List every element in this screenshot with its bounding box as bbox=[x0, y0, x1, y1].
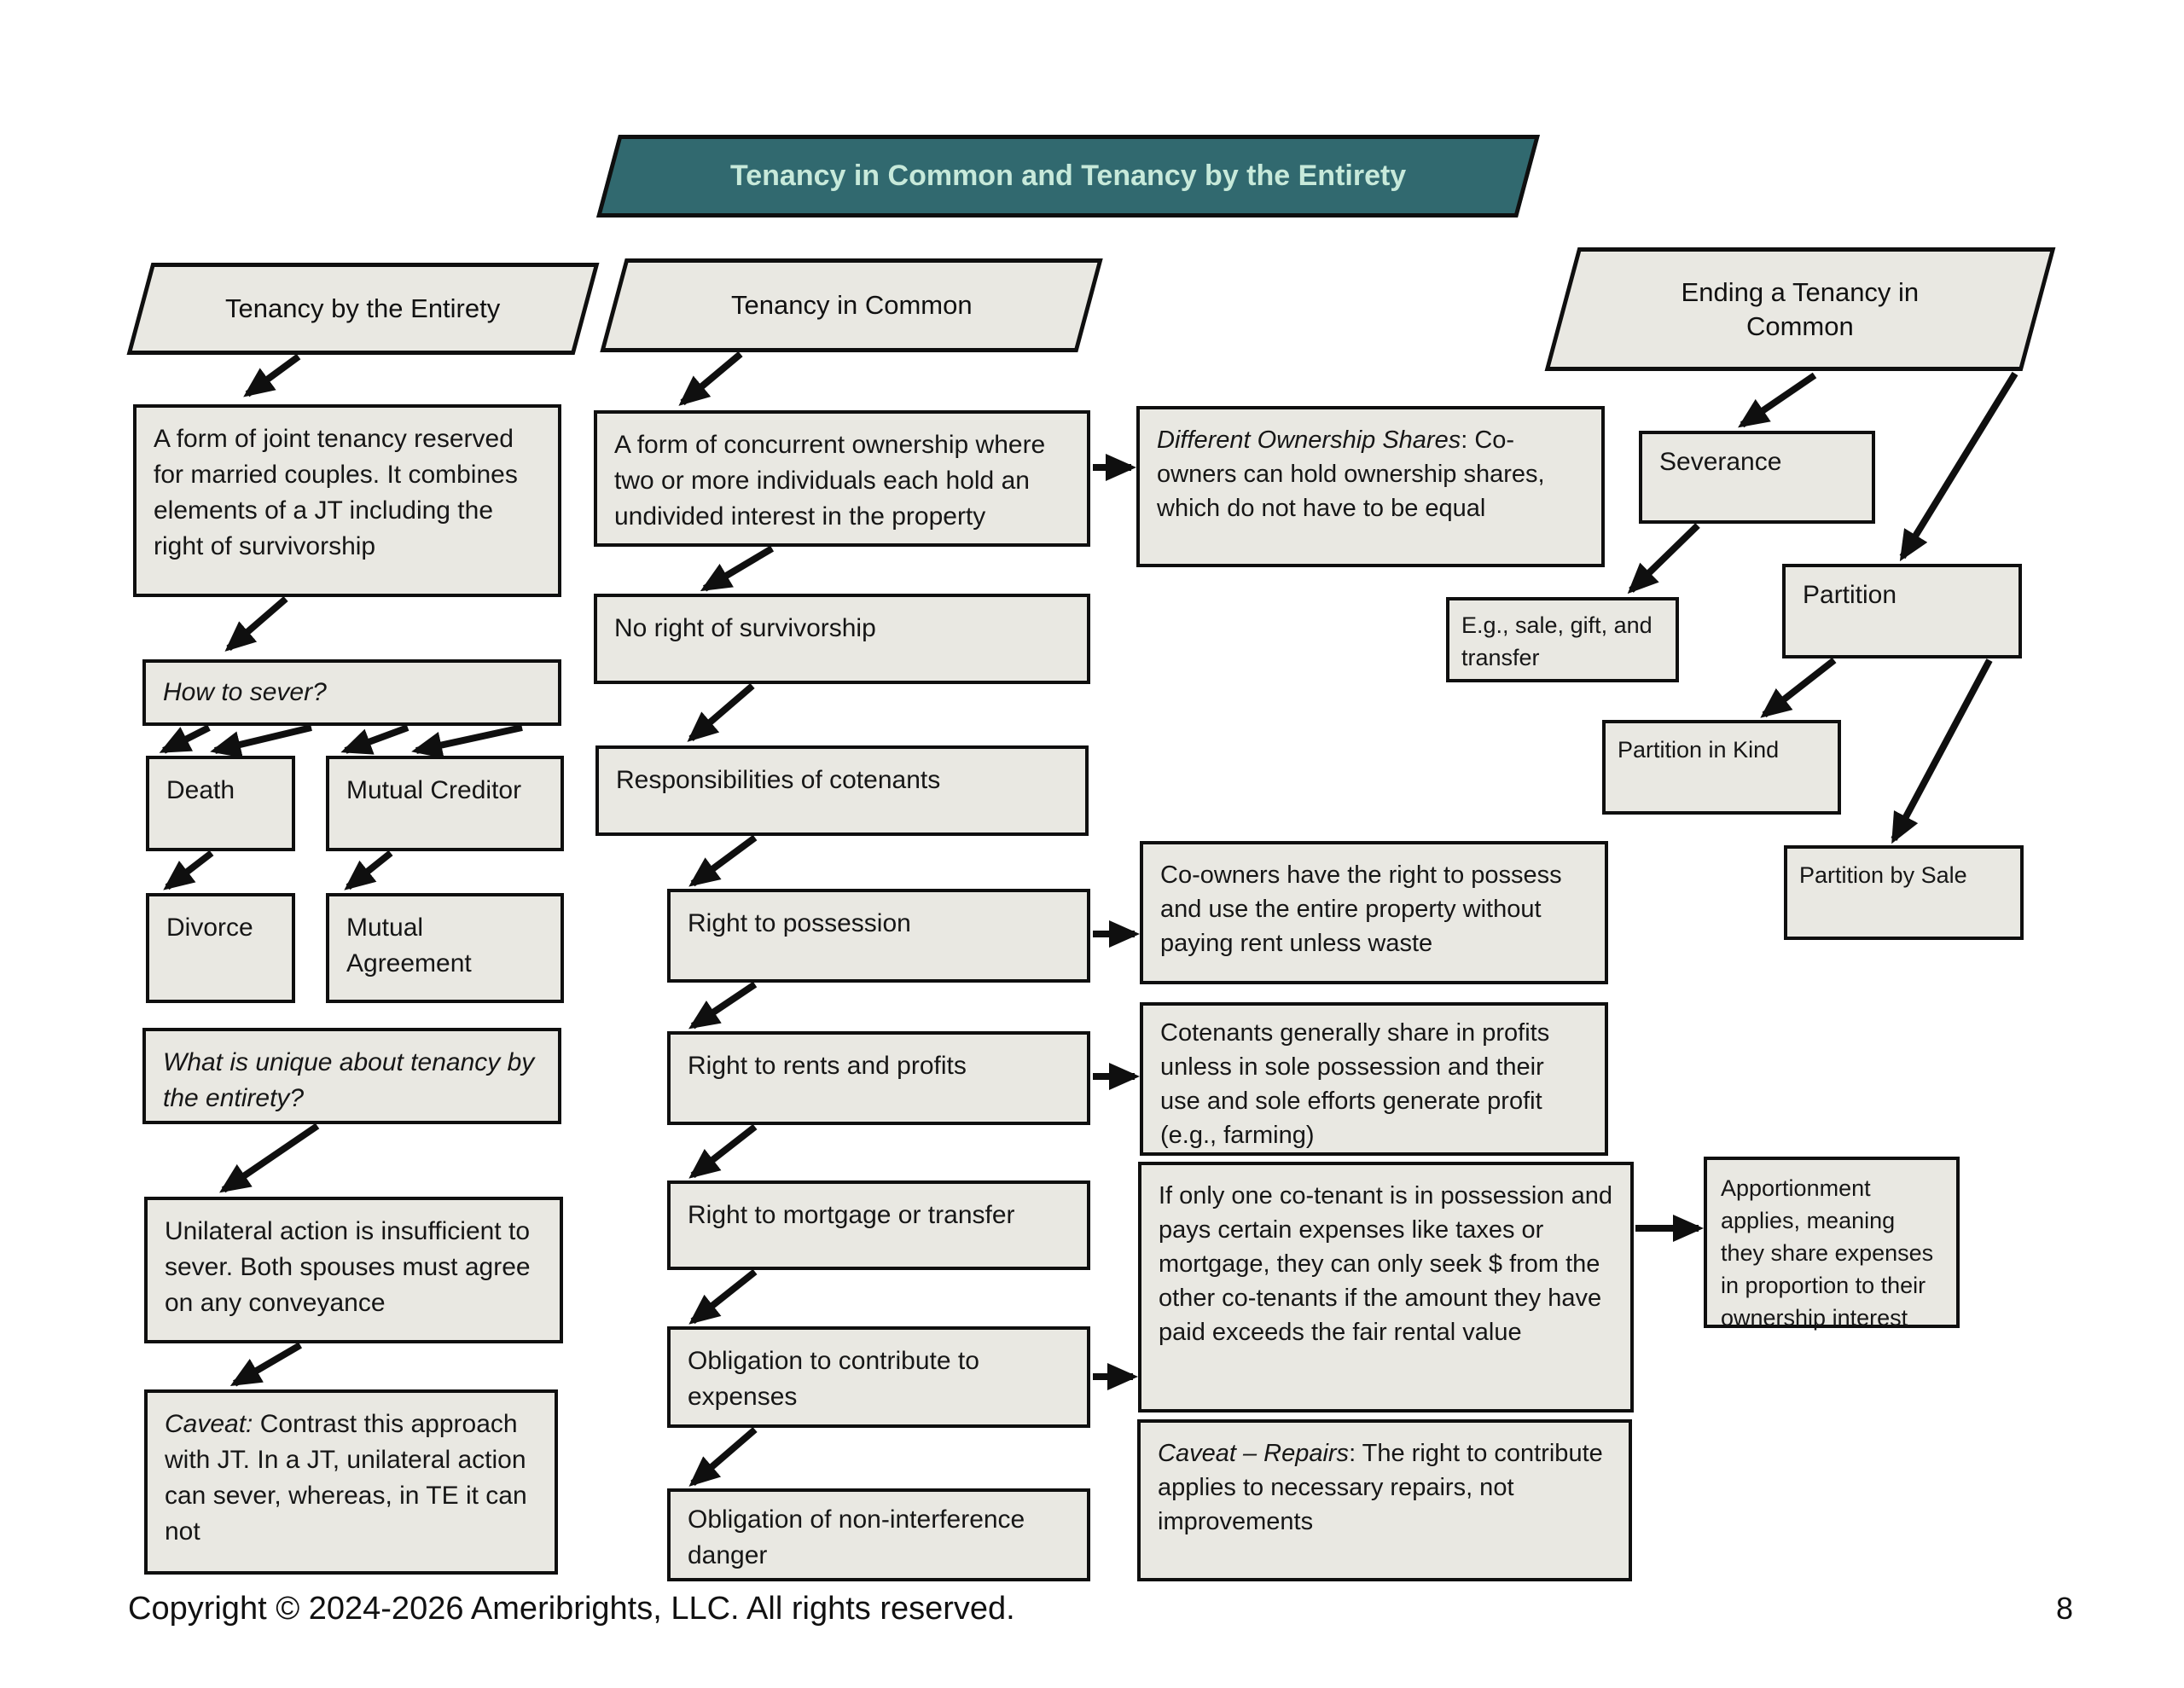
box-eg-sale-gift bbox=[1446, 597, 1679, 682]
box-text: Cotenants generally share in profits unless in sole possession and their use and sole efforts generate profit (e.g., farming) bbox=[1160, 1019, 1550, 1149]
box-responsibilities bbox=[595, 745, 1089, 836]
box-text: Partition bbox=[1803, 581, 1897, 609]
box-text: Severance bbox=[1659, 448, 1782, 476]
box-apportionment bbox=[1704, 1157, 1960, 1331]
box-severance bbox=[1639, 431, 1875, 524]
box-partition-in-kind bbox=[1602, 720, 1841, 815]
box-mutual-creditor bbox=[326, 756, 564, 851]
box-text: Obligation of non-interference danger bbox=[688, 1505, 1025, 1569]
box-text-lead: Caveat – Repairs bbox=[1158, 1440, 1350, 1467]
box-co-owners-possess bbox=[1140, 841, 1608, 984]
box-text: A form of concurrent ownership where two or more individuals each hold an undivided interest in the property bbox=[614, 431, 1046, 531]
box-text: Death bbox=[166, 776, 235, 804]
header-label: Tenancy by the Entirety bbox=[225, 293, 501, 323]
box-what-unique bbox=[142, 1028, 561, 1124]
box-text-rest: Contrast this approach with JT. In a JT, unilateral action can sever, whereas, in TE it can not bbox=[165, 1410, 527, 1546]
box-text: No right of survivorship bbox=[614, 614, 876, 642]
header-label: Tenancy in Common bbox=[730, 290, 973, 320]
box-text: How to sever? bbox=[163, 678, 327, 706]
box-text-lead: Different Ownership Shares bbox=[1157, 426, 1461, 454]
box-no-survivorship bbox=[594, 594, 1090, 684]
box-text: If only one co-tenant is in possession and pays certain expenses like taxes or mortgage, they can only seek $ from the other co-tenants if the amount they have paid exceeds the fair rental value bbox=[1159, 1182, 1612, 1346]
copyright-text: Copyright © 2024-2026 Ameribrights, LLC. All rights reserved. bbox=[128, 1591, 1015, 1627]
header-label: Ending a Tenancy in Common bbox=[1681, 276, 1920, 341]
box-right-possession bbox=[667, 889, 1090, 983]
box-death bbox=[146, 756, 295, 851]
box-text: Right to mortgage or transfer bbox=[688, 1201, 1015, 1229]
box-divorce bbox=[146, 893, 295, 1003]
box-how-to-sever bbox=[142, 659, 561, 726]
box-text-rest: : Co-owners can hold ownership shares, which do not have to be equal bbox=[1157, 426, 1545, 522]
box-text: Responsibilities of cotenants bbox=[616, 766, 941, 794]
page-number: 8 bbox=[2056, 1591, 2074, 1626]
box-tic-definition bbox=[594, 410, 1090, 547]
box-text: Right to rents and profits bbox=[688, 1052, 967, 1080]
box-text: Co-owners have the right to possess and use the entire property without paying rent unless waste bbox=[1160, 861, 1562, 957]
box-mutual-agreement bbox=[326, 893, 564, 1003]
box-text: Divorce bbox=[166, 914, 253, 942]
box-text-rest: : The right to contribute applies to necessary repairs, not improvements bbox=[1158, 1440, 1603, 1535]
box-text: Partition by Sale bbox=[1799, 862, 1967, 888]
box-text: Mutual Agreement bbox=[346, 914, 472, 977]
box-text: Apportionment applies, meaning they share expenses in proportion to their ownership interest bbox=[1721, 1175, 1934, 1331]
box-text: A form of joint tenancy reserved for married couples. It combines elements of a JT including the right of survivorship bbox=[154, 425, 518, 560]
box-text: Partition in Kind bbox=[1618, 737, 1780, 763]
header-tenancy-in-common bbox=[600, 258, 1102, 352]
box-unilateral-action bbox=[144, 1197, 563, 1343]
box-oblig-expenses bbox=[667, 1326, 1090, 1428]
box-text: Mutual Creditor bbox=[346, 776, 522, 804]
box-caveat-te bbox=[144, 1389, 558, 1575]
header-tenancy-by-entirety bbox=[127, 263, 600, 355]
box-right-mortgage bbox=[667, 1180, 1090, 1270]
box-text: Right to possession bbox=[688, 909, 911, 937]
title-banner bbox=[596, 135, 1540, 218]
page-title: Tenancy in Common and Tenancy by the Entirety bbox=[729, 160, 1407, 192]
box-oblig-noninterference bbox=[667, 1488, 1090, 1581]
box-text: Obligation to contribute to expenses bbox=[688, 1347, 979, 1411]
box-cotenants-profits bbox=[1140, 1002, 1608, 1156]
box-te-definition bbox=[133, 404, 561, 597]
box-diff-shares bbox=[1136, 406, 1605, 567]
box-caveat-repairs bbox=[1137, 1419, 1632, 1581]
box-partition-by-sale bbox=[1784, 845, 2024, 940]
box-text: E.g., sale, gift, and transfer bbox=[1461, 612, 1653, 670]
box-text: What is unique about tenancy by the entirety? bbox=[163, 1048, 535, 1112]
box-if-only-one bbox=[1138, 1162, 1634, 1412]
header-ending-tenancy bbox=[1545, 247, 2056, 371]
box-text: Unilateral action is insufficient to sever. Both spouses must agree on any conveyance bbox=[165, 1217, 531, 1317]
box-text-lead: Caveat: bbox=[165, 1410, 253, 1438]
box-right-rents bbox=[667, 1031, 1090, 1125]
box-partition bbox=[1782, 564, 2022, 658]
